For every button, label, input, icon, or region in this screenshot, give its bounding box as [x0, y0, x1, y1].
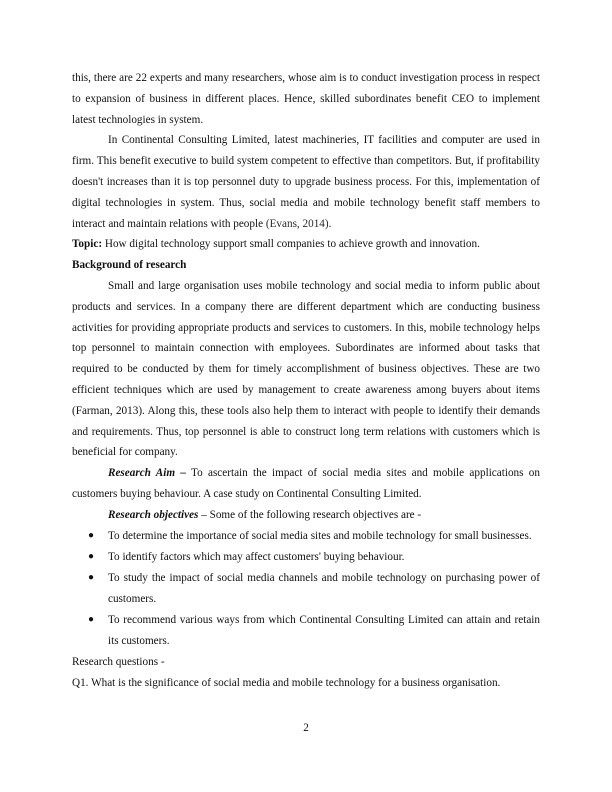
list-item [72, 610, 540, 652]
objective-text: To identify factors which may affect customers' buying behaviour. [108, 550, 405, 563]
objective-text: To recommend various ways from which Continental Consulting Limited can attain and retain its customers. [108, 614, 540, 648]
research-question-1: Q1. What is the significance of social media and mobile technology for a business organisation. [72, 677, 501, 690]
research-aim-paragraph [72, 463, 540, 505]
background-heading: Background of research [72, 259, 187, 272]
topic-paragraph [72, 234, 540, 255]
list-item [72, 568, 540, 610]
objective-text: To study the impact of social media channels and mobile technology on purchasing power of customers. [108, 572, 540, 605]
page-number: 2 [303, 722, 309, 734]
evans-citation: (Evans, 2014) [265, 217, 329, 230]
background-paragraph: Small and large organisation uses mobile technology and social media to inform public about products and services. In a company there are different department which are conducting business activities for providing appropriate products and services to customers. In this, mobile technology helps top personnel to maintain connection with employees. Subordinates are informed about tasks that required to be conducted by them for timely accomplishment of business objectives. These are two efficient techniques which are used by management to create awareness among buyers about items (Farman, 2013). Along this, these tools also help them to interact with people to identify their demands and requirements. Thus, top personnel is able to construct long term relations with customers which is beneficial for company. [72, 279, 540, 459]
bullet-icon: ● [88, 572, 95, 584]
research-questions-heading: Research questions - [72, 656, 165, 669]
research-objectives-text: – Some of the following research objectives are - [198, 508, 422, 521]
continental-paragraph-text: In Continental Consulting Limited, latest machineries, IT facilities and computer are used in firm. This benefit executive to build system competent to effective than competitors. But, if profitability doesn't increases than it is top personnel duty to upgrade business process. For this, implementation of digital technologies in system. Thus, social media and mobile technology benefit staff members to interact and maintain relations with people [72, 134, 540, 230]
list-item [72, 547, 540, 568]
topic-text: How digital technology support small companies to achieve growth and innovation. [102, 238, 480, 251]
objective-text: To determine the importance of social media sites and mobile technology for small businesses. [108, 529, 532, 542]
bullet-icon: ● [88, 550, 95, 562]
research-objectives-label: Research objectives [108, 508, 199, 521]
continental-paragraph [72, 130, 540, 234]
document-page [72, 68, 540, 694]
research-objectives-list [72, 526, 540, 652]
continental-paragraph-end: . [328, 217, 332, 230]
list-item [72, 526, 540, 547]
intro-continuation-paragraph: this, there are 22 experts and many researchers, whose aim is to conduct investigation process in respect to expansion of business in different places. Hence, skilled subordinates benefit CEO to implement latest technologies in system. [72, 72, 540, 126]
topic-label: Topic: [72, 238, 103, 251]
bullet-icon: ● [88, 529, 95, 541]
research-aim-label: Research Aim – [108, 467, 186, 480]
research-objectives-intro [72, 505, 540, 526]
research-aim-text: To ascertain the impact of social media sites and mobile applications on customers buying behaviour. A case study on Continental Consulting Limited. [72, 467, 540, 500]
bullet-icon: ● [88, 614, 95, 626]
